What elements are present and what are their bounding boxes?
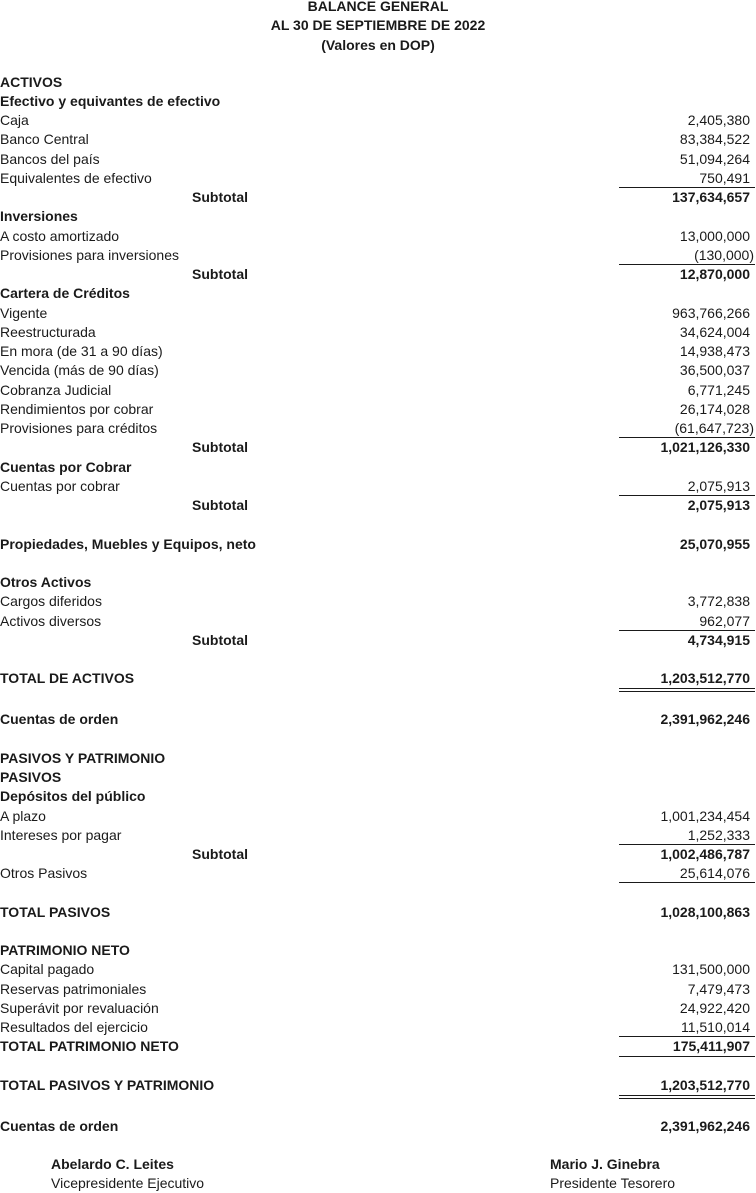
row-value: 2,075,913	[687, 478, 750, 494]
section-activos: ACTIVOS	[0, 74, 63, 90]
row-label: Reservas patrimoniales	[0, 981, 147, 997]
row-value: 1,001,234,454	[660, 808, 750, 824]
grand-total-label: TOTAL PASIVOS Y PATRIMONIO	[0, 1077, 215, 1093]
row-value: 51,094,264	[679, 151, 750, 167]
row-label: Activos diversos	[0, 613, 102, 629]
row-label: Resultados del ejercicio	[0, 1019, 148, 1035]
section-pasivos-patrimonio: PASIVOS Y PATRIMONIO	[0, 750, 166, 766]
subtotal-label: Subtotal	[192, 266, 248, 282]
cuentas-orden-label: Cuentas de orden	[0, 711, 119, 727]
propiedades-label: Propiedades, Muebles y Equipos, neto	[0, 536, 256, 552]
heading-otros-activos: Otros Activos	[0, 574, 92, 590]
heading-cartera: Cartera de Créditos	[0, 285, 130, 301]
row-label: Intereses por pagar	[0, 827, 122, 843]
signature-role-right: Presidente Tesorero	[550, 1175, 676, 1191]
row-label: Vencida (más de 90 días)	[0, 362, 159, 378]
row-label: Caja	[0, 112, 29, 128]
cuentas-orden-final-label: Cuentas de orden	[0, 1118, 119, 1134]
row-label: Banco Central	[0, 131, 89, 147]
heading-inversiones: Inversiones	[0, 208, 78, 224]
row-label: Cobranza Judicial	[0, 382, 112, 398]
signature-name-right: Mario J. Ginebra	[550, 1156, 660, 1172]
row-value: 34,624,004	[679, 324, 750, 340]
row-value: 14,938,473	[679, 343, 750, 359]
subtotal-otros-activos: 4,734,915	[687, 632, 750, 648]
subtotal-label: Subtotal	[192, 189, 248, 205]
heading-depositos: Depósitos del público	[0, 788, 146, 804]
heading-cuentas-cobrar: Cuentas por Cobrar	[0, 459, 132, 475]
section-pasivos: PASIVOS	[0, 769, 62, 785]
row-value: 962,077	[699, 613, 750, 629]
row-label: Reestructurada	[0, 324, 96, 340]
row-value: 6,771,245	[687, 382, 750, 398]
row-value: 1,252,333	[687, 827, 750, 843]
row-label: Superávit por revaluación	[0, 1000, 159, 1016]
subtotal-cartera: 1,021,126,330	[660, 439, 750, 455]
row-label: A plazo	[0, 808, 46, 824]
signature-role-left: Vicepresidente Ejecutivo	[51, 1175, 205, 1191]
subtotal-label: Subtotal	[192, 846, 248, 862]
subtotal-label: Subtotal	[192, 632, 248, 648]
double-rule	[619, 1095, 755, 1099]
row-value: (61,647,723)	[674, 420, 754, 436]
total-activos-label: TOTAL DE ACTIVOS	[0, 670, 135, 686]
cuentas-orden-value: 2,391,962,246	[660, 711, 750, 727]
report-title: BALANCE GENERAL	[307, 0, 449, 14]
row-label: Bancos del país	[0, 151, 100, 167]
row-value: 7,479,473	[687, 981, 750, 997]
report-currency: (Valores en DOP)	[321, 37, 435, 53]
row-value: 11,510,014	[680, 1019, 750, 1035]
subtotal-cuentas-cobrar: 2,075,913	[687, 497, 750, 513]
row-label: Cuentas por cobrar	[0, 478, 120, 494]
row-value: (130,000)	[694, 247, 754, 263]
subtotal-rule	[619, 1056, 755, 1057]
total-pasivos-label: TOTAL PASIVOS	[0, 904, 111, 920]
row-label: Cargos diferidos	[0, 593, 102, 609]
otros-pasivos-value: 25,614,076	[679, 865, 750, 881]
row-value: 2,405,380	[687, 112, 750, 128]
row-value: 3,772,838	[687, 593, 750, 609]
propiedades-value: 25,070,955	[679, 536, 750, 552]
subtotal-rule	[619, 882, 755, 883]
double-rule	[619, 688, 755, 692]
subtotal-label: Subtotal	[192, 439, 248, 455]
subtotal-label: Subtotal	[192, 497, 248, 513]
signature-name-left: Abelardo C. Leites	[51, 1156, 174, 1172]
row-label: Rendimientos por cobrar	[0, 401, 154, 417]
row-label: A costo amortizado	[0, 228, 120, 244]
row-label: Equivalentes de efectivo	[0, 170, 152, 186]
total-activos-value: 1,203,512,770	[660, 670, 750, 686]
row-label: Provisiones para inversiones	[0, 247, 179, 263]
row-label: Provisiones para créditos	[0, 420, 158, 436]
subtotal-inversiones: 12,870,000	[679, 266, 750, 282]
row-value: 83,384,522	[679, 131, 750, 147]
row-label: Vigente	[0, 305, 48, 321]
heading-efectivo: Efectivo y equivantes de efectivo	[0, 93, 221, 109]
row-label: En mora (de 31 a 90 días)	[0, 343, 163, 359]
otros-pasivos-label: Otros Pasivos	[0, 865, 88, 881]
grand-total-value: 1,203,512,770	[660, 1077, 750, 1093]
total-patrimonio-value: 175,411,907	[672, 1038, 750, 1054]
row-value: 36,500,037	[679, 362, 750, 378]
total-pasivos-value: 1,028,100,863	[660, 904, 750, 920]
row-value: 131,500,000	[672, 961, 750, 977]
row-value: 750,491	[699, 170, 750, 186]
cuentas-orden-final-value: 2,391,962,246	[660, 1118, 750, 1134]
row-value: 24,922,420	[679, 1000, 750, 1016]
row-value: 963,766,266	[672, 305, 750, 321]
total-patrimonio-label: TOTAL PATRIMONIO NETO	[0, 1038, 179, 1054]
report-date: AL 30 DE SEPTIEMBRE DE 2022	[270, 17, 486, 33]
subtotal-efectivo: 137,634,657	[672, 189, 750, 205]
row-label: Capital pagado	[0, 961, 95, 977]
row-value: 26,174,028	[679, 401, 750, 417]
section-patrimonio: PATRIMONIO NETO	[0, 942, 130, 958]
row-value: 13,000,000	[679, 228, 750, 244]
subtotal-depositos: 1,002,486,787	[660, 846, 750, 862]
